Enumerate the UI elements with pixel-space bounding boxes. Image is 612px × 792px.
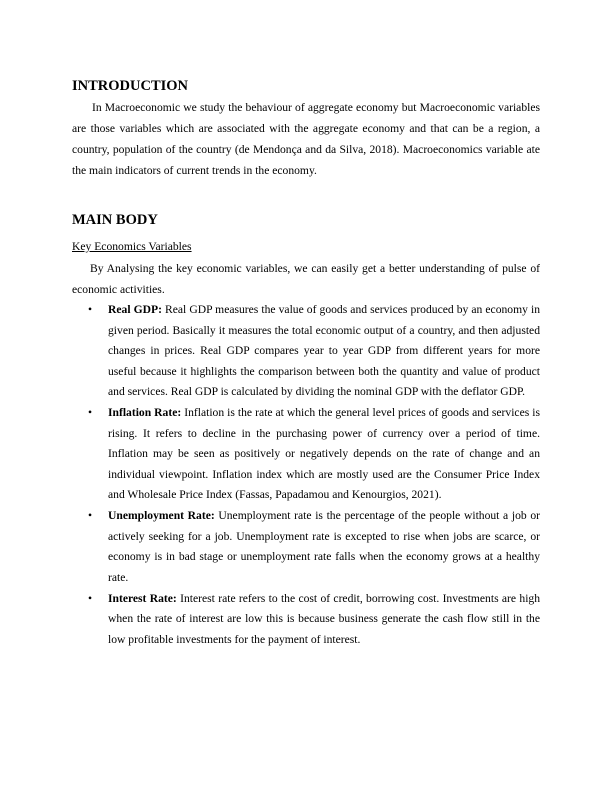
interest-rate-text: Interest rate refers to the cost of credit, borrowing cost. Investments are high when the rate of interest are low this is because business generate the cash flow still in the low profitable investments for the payment of interest. (108, 591, 541, 646)
real-gdp-term: Real GDP: (108, 303, 162, 316)
introduction-heading: INTRODUCTION (72, 78, 189, 94)
bullet-icon: • (88, 509, 93, 522)
bullet-icon: • (88, 591, 93, 605)
inflation-rate-term: Inflation Rate: (108, 406, 182, 419)
unemployment-rate-term: Unemployment Rate: (108, 509, 215, 522)
list-item-real-gdp (72, 300, 540, 403)
list-item-unemployment-rate (72, 506, 540, 588)
introduction-paragraph: In Macroeconomic we study the behaviour of aggregate economy but Macroeconomic variables are those variables which are associated with the aggregate economy and that can be a region, a country, population of the country (de Mendonça and da Silva, 2018). Macroeconomics variable ate the main indicators of current trends in the economy. (72, 101, 540, 177)
real-gdp-text: Real GDP measures the value of goods and services produced by an economy in given period. Basically it measures the total economic output of a country, and then adjusted changes in prices. Real GDP compares year to year GDP from different years for more useful because it highlights the comparison between both the quantity and value of product and services. Real GDP is calculated by dividing the nominal GDP with the deflator GDP. (108, 303, 540, 398)
list-item-inflation-rate (72, 403, 540, 506)
list-item-interest-rate (72, 589, 540, 651)
unemployment-rate-text: Unemployment rate is the percentage of the people without a job or actively seeking for a job. Unemployment rate is excepted to rise when jobs are scarce, or economy is in bad stage or unemployment rate falls when the economy grows at a healthy rate. (108, 509, 540, 584)
economic-variables-list (72, 300, 540, 650)
main-body-intro-paragraph: By Analysing the key economic variables, we can easily get a better understanding of pulse of economic activities. (72, 262, 540, 296)
main-body-heading: MAIN BODY (72, 212, 158, 228)
key-economics-variables-subheading: Key Economics Variables (72, 240, 192, 253)
bullet-icon: • (88, 303, 93, 316)
inflation-rate-text: Inflation is the rate at which the general level prices of goods and services is rising. It refers to decline in the purchasing power of currency over a period of time. Inflation may be seen as positively or negatively depends on the rate of change and an individual viewpoint. Inflation index which are mostly used are the Consumer Price Index and Wholesale Price Index (Fassas, Papadamou and Kenourgios, 2021). (108, 406, 540, 501)
interest-rate-term: Interest Rate: (108, 591, 177, 605)
bullet-icon: • (88, 406, 93, 419)
